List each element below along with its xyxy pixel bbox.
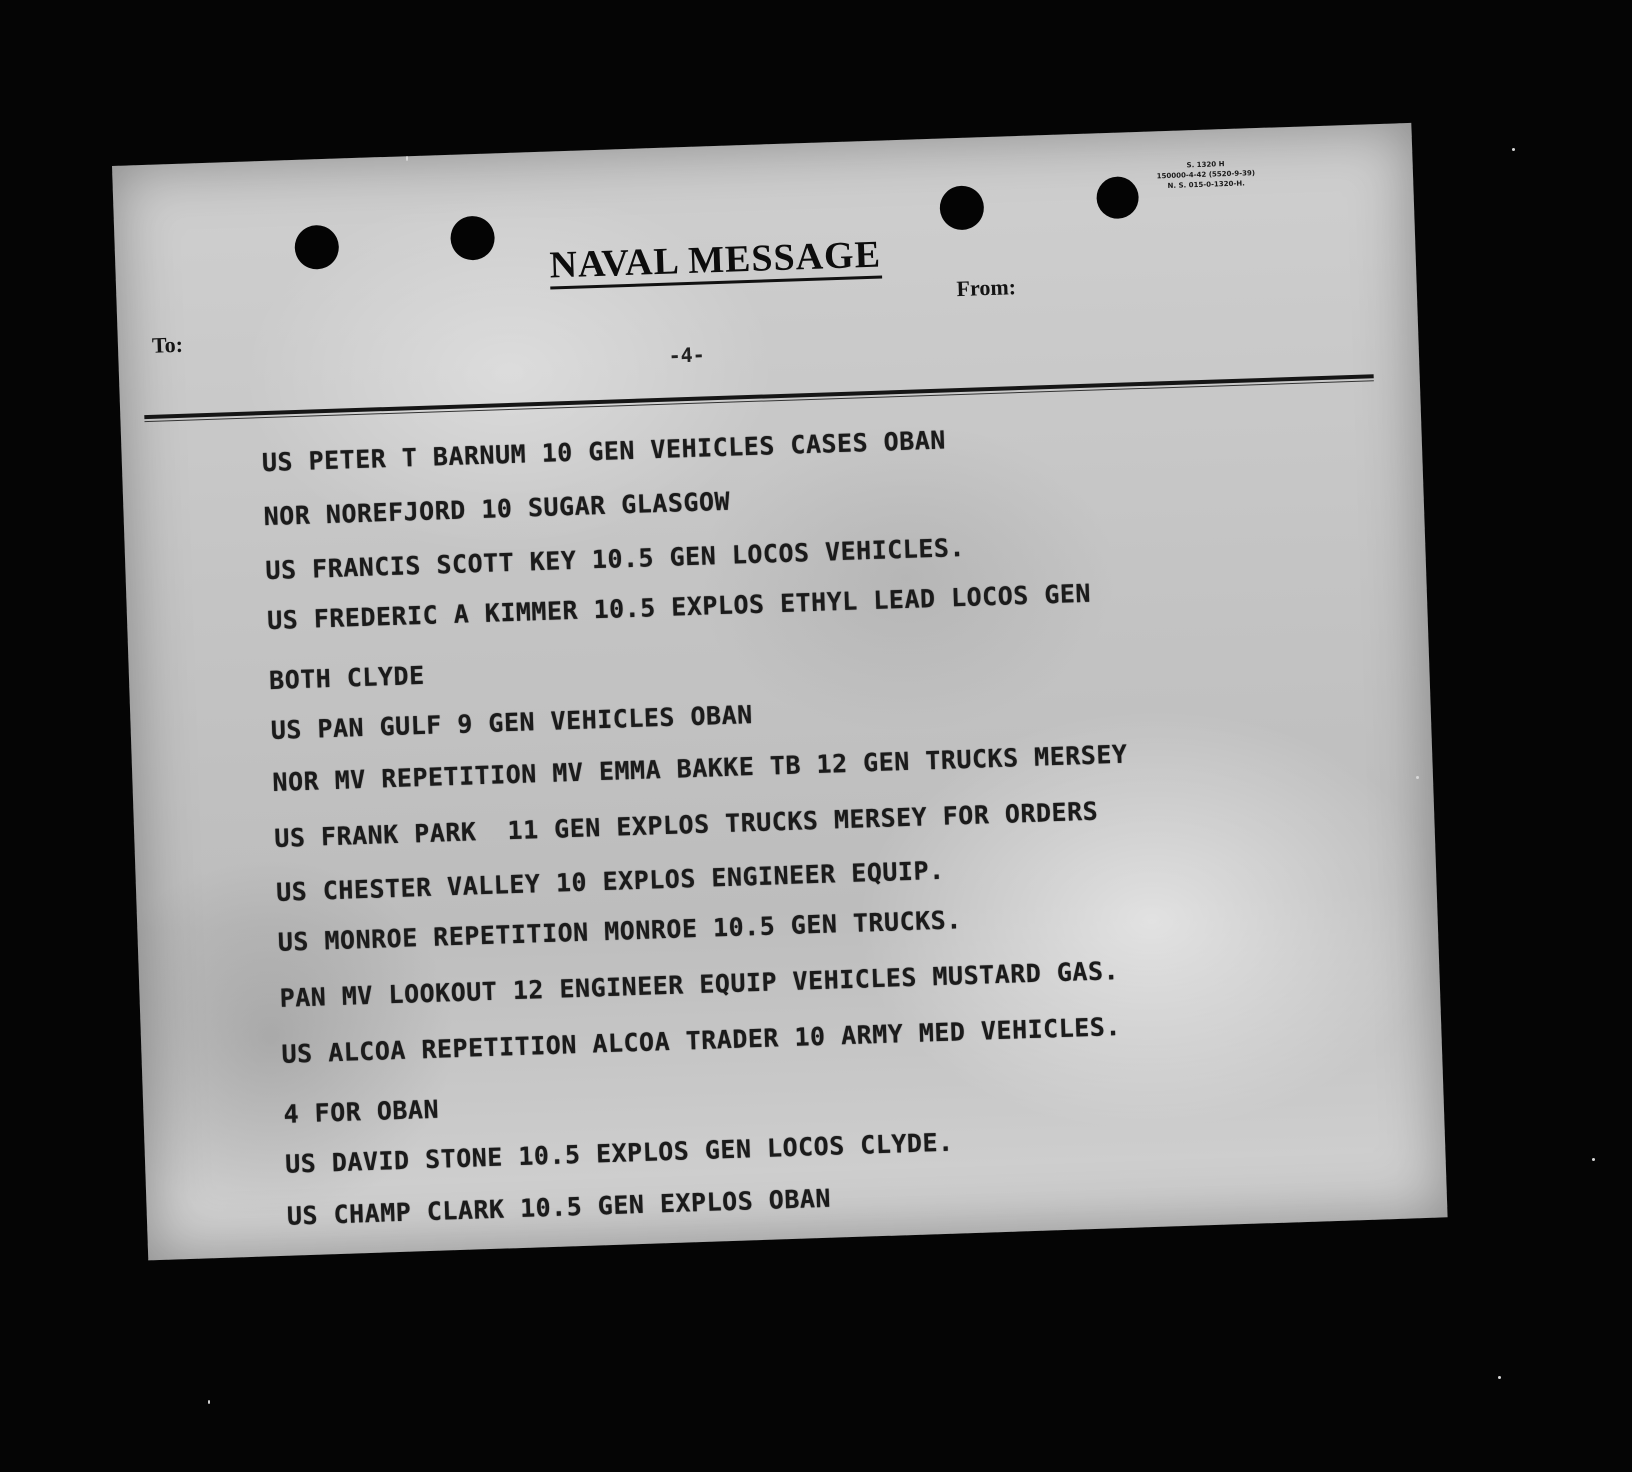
form-code-line: S. 1320 H	[1186, 160, 1225, 170]
message-line: US FRANCIS SCOTT KEY 10.5 GEN LOCOS VEHICLES.	[265, 532, 966, 586]
punch-hole	[294, 225, 339, 270]
film-dust	[1416, 776, 1419, 779]
header-rule	[144, 374, 1373, 419]
message-line: 4 FOR OBAN	[283, 1094, 440, 1129]
punch-hole	[450, 215, 495, 260]
from-label: From:	[956, 274, 1017, 302]
film-dust	[208, 1400, 210, 1404]
message-line: US CHAMP CLARK 10.5 GEN EXPLOS OBAN	[286, 1183, 832, 1231]
message-line: US PETER T BARNUM 10 GEN VEHICLES CASES OBAN	[261, 425, 947, 478]
form-title: NAVAL MESSAGE	[549, 235, 882, 290]
message-line: US PAN GULF 9 GEN VEHICLES OBAN	[270, 700, 754, 746]
form-code-line: 150000-4-42 (5520-9-39)	[1156, 169, 1256, 181]
form-code-block	[1140, 158, 1271, 192]
message-line: BOTH CLYDE	[268, 660, 426, 696]
message-line: US FRANK PARK 11 GEN EXPLOS TRUCKS MERSEY FOR ORDERS	[273, 796, 1099, 853]
message-line: PAN MV LOOKOUT 12 ENGINEER EQUIP VEHICLES MUSTARD GAS.	[279, 956, 1120, 1013]
film-dust	[1512, 148, 1515, 151]
message-line: US CHESTER VALLEY 10 EXPLOS ENGINEER EQUIP.	[275, 855, 946, 907]
message-line: US DAVID STONE 10.5 EXPLOS GEN LOCOS CLYDE.	[284, 1127, 955, 1179]
message-line: NOR MV REPETITION MV EMMA BAKKE TB 12 GEN TRUCKS MERSEY	[272, 739, 1128, 798]
film-dust	[1592, 1158, 1595, 1161]
naval-message-sheet	[112, 123, 1448, 1260]
punch-hole	[1096, 176, 1139, 219]
message-line: US FREDERIC A KIMMER 10.5 EXPLOS ETHYL LEAD LOCOS GEN	[266, 578, 1092, 636]
page-number: -4-	[668, 342, 706, 368]
message-line: US ALCOA REPETITION ALCOA TRADER 10 ARMY MED VEHICLES.	[281, 1012, 1122, 1069]
to-label: To:	[151, 331, 184, 358]
film-dust	[406, 156, 408, 161]
message-line: NOR NOREFJORD 10 SUGAR GLASGOW	[263, 486, 731, 532]
header-rule	[144, 380, 1373, 422]
punch-hole	[939, 185, 984, 230]
message-line: US MONROE REPETITION MONROE 10.5 GEN TRUCKS.	[277, 905, 963, 957]
film-dust	[1498, 1376, 1501, 1379]
form-code-line: N. S. 015-0-1320-H.	[1167, 179, 1245, 191]
message-body	[261, 413, 1386, 1231]
